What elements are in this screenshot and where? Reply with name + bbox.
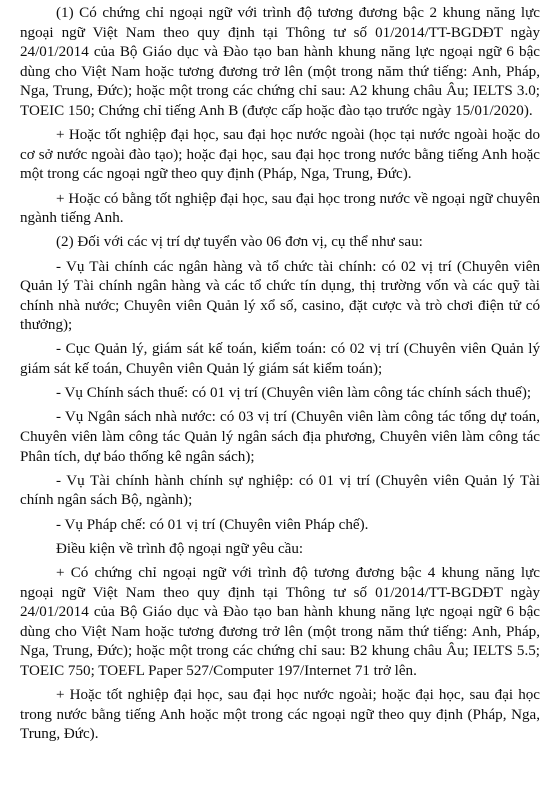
list-item-banking-finance-dept: - Vụ Tài chính các ngân hàng và tổ chức tài chính: có 02 vị trí (Chuyên viên Quản lý Tài chính ngân hàng và các tổ chức tín dụng, thị trường vốn và các quỹ tài chính nhà nước; Chuyên viên Quản lý xổ số, casino, đặt cược và trò chơi điện tử có thưởng); — [20, 258, 540, 334]
list-item-accounting-audit-dept: - Cục Quản lý, giám sát kế toán, kiểm toán: có 02 vị trí (Chuyên viên Quản lý giám sát kế toán, Chuyên viên Quản lý giám sát kiểm toán); — [20, 341, 540, 378]
paragraph-foreign-language-level-2: (1) Có chứng chỉ ngoại ngữ với trình độ tương đương bậc 2 khung năng lực ngoại ngữ Việt Nam theo quy định tại Thông tư số 01/2014/TT-BGDĐT ngày 24/01/2014 của Bộ Giáo dục và Đào tạo ban hành khung năng lực ngoại ngữ 6 bậc dùng cho Việt Nam hoặc tương đương trở lên (một trong năm thứ tiếng: Anh, Pháp, Nga, Trung, Đức); hoặc một trong các chứng chỉ sau: A2 khung châu Âu; IELTS 3.0; TOEIC 150; Chứng chỉ tiếng Anh B (được cấp hoặc đào tạo trước ngày 15/01/2020). — [20, 5, 540, 119]
list-item-tax-policy-dept: - Vụ Chính sách thuế: có 01 vị trí (Chuyên viên làm công tác chính sách thuế); — [56, 385, 532, 402]
paragraph-six-units-heading: (2) Đối với các vị trí dự tuyển vào 06 đơn vị, cụ thể như sau: — [56, 234, 423, 251]
paragraph-language-requirements-heading: Điều kiện về trình độ ngoại ngữ yêu cầu: — [56, 540, 304, 557]
paragraph-foreign-degree-alternative: + Hoặc tốt nghiệp đại học, sau đại học nước ngoài (học tại nước ngoài hoặc do cơ sở nước ngoài đào tạo); hoặc đại học, sau đại học trong nước bằng tiếng Anh hoặc một trong các ngoại ngữ theo quy định (Pháp, Nga, Trung, Đức). — [20, 127, 540, 183]
paragraph-foreign-language-level-4: + Có chứng chỉ ngoại ngữ với trình độ tương đương bậc 4 khung năng lực ngoại ngữ Việt Nam theo quy định tại Thông tư số 01/2014/TT-BGDĐT ngày 24/01/2014 của Bộ Giáo dục và Đào tạo ban hành khung năng lực ngoại ngữ 6 bậc dùng cho Việt Nam hoặc tương đương trở lên (một trong năm thứ tiếng: Anh, Pháp, Nga, Trung, Đức); hoặc một trong các chứng chỉ sau: B2 khung châu Âu; IELTS 5.5; TOEIC 750; TOEFL Paper 527/Computer 197/Internet 71 trở lên. — [20, 564, 540, 679]
list-item-legal-dept: - Vụ Pháp chế: có 01 vị trí (Chuyên viên Pháp chế). — [56, 516, 369, 533]
list-item-administrative-finance-dept: - Vụ Tài chính hành chính sự nghiệp: có 01 vị trí (Chuyên viên Quản lý Tài chính ngân sách Bộ, ngành); — [20, 472, 540, 509]
paragraph-english-major-alternative: + Hoặc có bằng tốt nghiệp đại học, sau đại học trong nước về ngoại ngữ chuyên ngành tiếng Anh. — [20, 190, 540, 227]
list-item-state-budget-dept: - Vụ Ngân sách nhà nước: có 03 vị trí (Chuyên viên làm công tác tổng dự toán, Chuyên viên làm công tác Quản lý ngân sách địa phương, Chuyên viên làm công tác Phân tích, dự báo thống kê ngân sách); — [20, 409, 540, 465]
document-body — [20, 4, 540, 745]
paragraph-foreign-degree-alternative-2: + Hoặc tốt nghiệp đại học, sau đại học nước ngoài; hoặc đại học, sau đại học trong nước bằng tiếng Anh hoặc một trong các ngoại ngữ theo quy định (Pháp, Nga, Trung, Đức). — [20, 687, 540, 743]
